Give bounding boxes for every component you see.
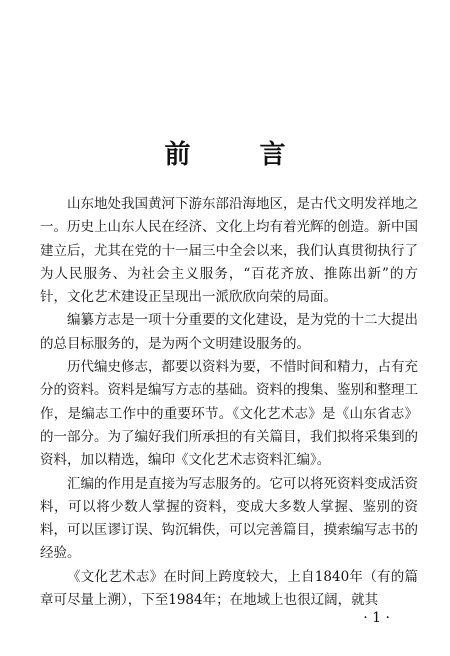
paragraph-3: 历代编史修志，都要以资料为要，不惜时间和精力，占有充分的资料。资料是编写方志的基础。资料的搜集、鉴别和整理工作，是编志工作中的重要环节。《文化艺术志》是《山东省志》的一部分。为了编好我们所承担的有关篇目，我们拟将采集到的资料，加以精选，编印《文化艺术志资料汇编》。 [40,359,418,469]
paragraph-1: 山东地处我国黄河下游东部沿海地区，是古代文明发祥地之一。历史上山东人民在经济、文化上均有着光辉的创造。新中国建立后，尤其在党的十一届三中全会以来，我们认真贯彻执行了为人民服务、为社会主义服务，“百花齐放、推陈出新”的方针，文化艺术建设正呈现出一派欣欣向荣的局面。 [40,196,418,306]
page-title: 前 言 [164,140,316,170]
page-number: · 1 · [363,610,390,626]
body-text [40,193,418,612]
paragraph-5: 《文化艺术志》在时间上跨度较大，上自1840年（有的篇章可尽量上溯），下至1984年；在地域上也很辽阔，就其 [40,568,418,609]
paragraph-4: 汇编的作用是直接为写志服务的。它可以将死资料变成活资料，可以将少数人掌握的资料，变成大多数人掌握、鉴别的资料，可以匡谬订误、钩沉辑佚，可以完善篇目，摸索编写志书的经验。 [40,475,418,562]
paragraph-2: 编纂方志是一项十分重要的文化建设，是为党的十二大提出的总目标服务的，是为两个文明建设服务的。 [40,312,418,352]
